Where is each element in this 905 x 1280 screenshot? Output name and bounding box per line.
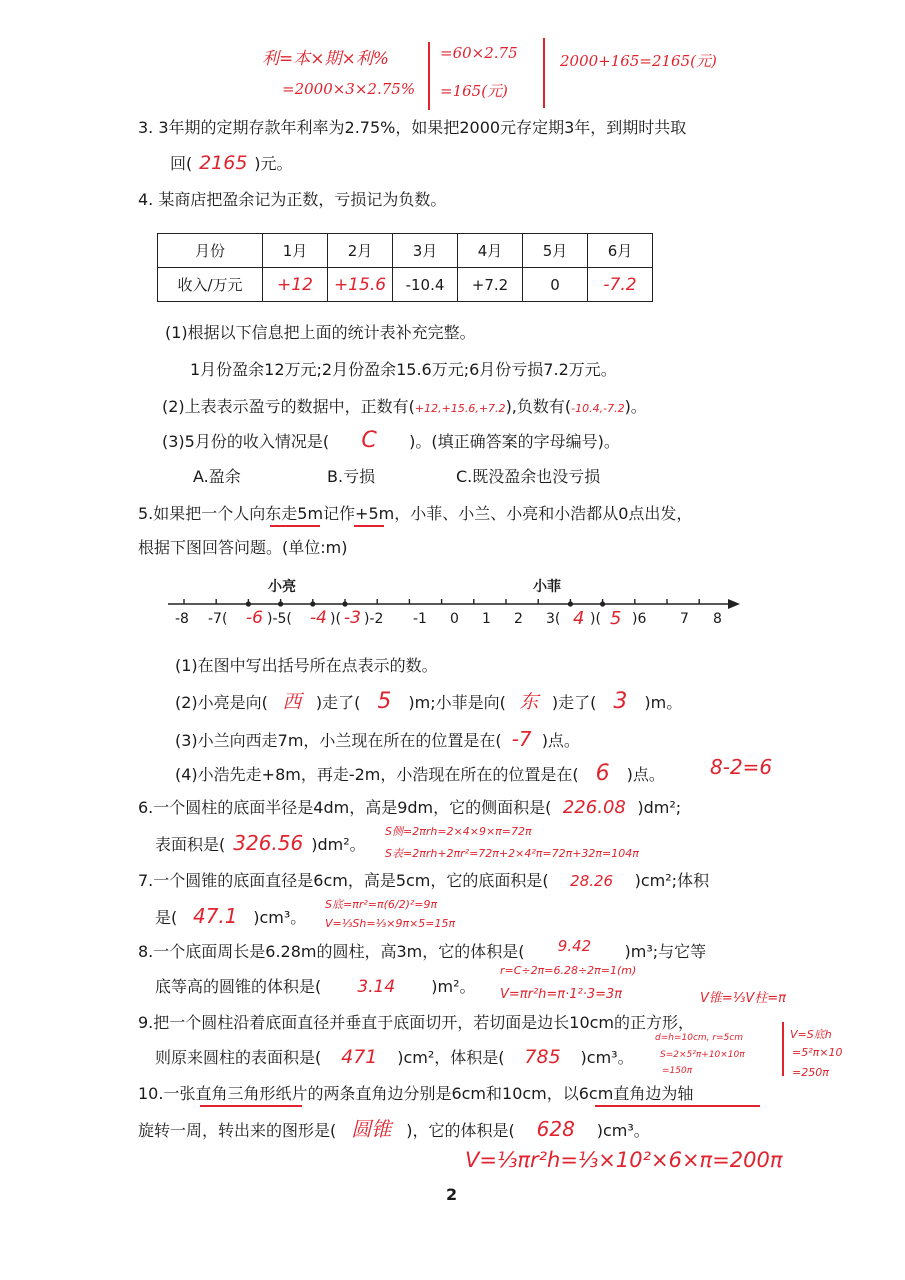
q7-pre2: 是(	[155, 908, 178, 927]
table-row-months	[158, 234, 653, 268]
q8-pre: 8.一个底面周长是6.28m的圆柱，高3m，它的体积是(	[138, 942, 525, 961]
q5-sub3-post: )点。	[541, 731, 580, 750]
q7-line2	[155, 906, 306, 928]
q8-answer-cone: 3.14	[357, 977, 396, 997]
q4-sub1-info: 1月份盈余12万元;2月份盈余15.6万元;6月份亏损7.2万元。	[190, 360, 617, 379]
q6-line2	[155, 833, 366, 855]
table-cell-month: 5月	[523, 234, 588, 268]
q9-line2	[155, 1047, 634, 1068]
q6-line1	[138, 798, 681, 818]
q9-work-4: V=S底h	[790, 1028, 832, 1041]
q3-answer: 2165	[199, 152, 248, 174]
q8-work-2: V=πr²h=π·1²·3=3π	[500, 987, 623, 1002]
q5-sub4-post: )点。	[626, 765, 665, 784]
q10-post: )cm³。	[596, 1121, 650, 1140]
tick-label-answer: 5	[610, 608, 622, 629]
q10-work: V=⅓πr²h=⅓×10²×6×π=200π	[465, 1148, 783, 1172]
q6-work-1: S侧=2πrh=2×4×9×π=72π	[385, 825, 532, 838]
q9-line1: 9.把一个圆柱沿着底面直径并垂直于底面切开，若切面是边长10cm的正方形，	[138, 1013, 695, 1032]
q7-line1	[138, 871, 709, 891]
q4-sub2-answer-negative: -10.4,-7.2	[571, 402, 625, 415]
q9-pre: 则原来圆柱的表面积是(	[155, 1048, 322, 1067]
q5-sub2-part: )走了(	[315, 693, 361, 712]
q8-work-1: r=C÷2π=6.28÷2π=1(m)	[500, 964, 637, 977]
table-cell-income: 0	[523, 268, 588, 302]
q7-pre: 7.一个圆锥的底面直径是6cm，高是5cm，它的底面积是(	[138, 871, 549, 890]
table-cell-month: 3月	[393, 234, 458, 268]
q5-sub3-pre: (3)小兰向西走7m，小兰现在所在的位置是在(	[175, 731, 502, 750]
hw-calc-2: =165(元)	[440, 82, 508, 100]
q10-underline	[200, 1105, 302, 1107]
q3-line2	[170, 153, 293, 174]
q6-pre2: 表面积是(	[155, 835, 226, 854]
income-table	[157, 233, 653, 302]
q8-line1	[138, 937, 707, 962]
q3-post: )元。	[254, 154, 293, 173]
q5-sub2-part: )m。	[644, 693, 683, 712]
numberline-point	[342, 601, 347, 606]
q10-answer-volume: 628	[536, 1117, 575, 1141]
q10-pre: 旋转一周，转出来的图形是(	[138, 1121, 337, 1140]
q9-work-2: S=2×5²π+10×10π	[660, 1050, 745, 1060]
q5-line1: 5.如果把一个人向东走5m记作+5m，小菲、小兰、小亮和小浩都从0点出发，	[138, 504, 693, 523]
tick-label: )6	[632, 611, 647, 627]
q5-sub3-answer: -7	[511, 727, 532, 751]
q4-sub2	[162, 397, 647, 419]
tick-label: 2	[514, 611, 523, 627]
q4-sub3-answer: C	[361, 428, 377, 453]
q8-pre2: 底等高的圆锥的体积是(	[155, 977, 322, 996]
q9-work-6: =250π	[792, 1066, 829, 1079]
q9-post: )cm³。	[580, 1048, 634, 1067]
table-header-income: 收入/万元	[158, 268, 263, 302]
hw-formula-1: 利=本×期×利%	[262, 49, 389, 69]
q10-underline	[595, 1105, 760, 1107]
table-header-month: 月份	[158, 234, 263, 268]
q7-answer-base: 28.26	[570, 872, 614, 890]
hw-formula-2: =2000×3×2.75%	[282, 80, 416, 98]
q8-line2	[155, 977, 476, 997]
q3-line1: 3. 3年期的定期存款年利率为2.75%，如果把2000元存定期3年，到期时共取	[138, 118, 687, 137]
q9-work-5: =5²π×10	[792, 1046, 843, 1059]
table-cell-income: -10.4	[393, 268, 458, 302]
tick-label: -7(	[208, 611, 228, 627]
q6-post2: )dm²。	[311, 835, 366, 854]
q8-post: )m³;与它等	[624, 942, 707, 961]
table-cell-income-hw: +12	[263, 268, 328, 302]
q10-line2	[138, 1119, 650, 1141]
numberline-label-xiaoliang: 小亮	[268, 579, 296, 595]
q7-work-1: S底=πr²=π(6/2)²=9π	[325, 898, 438, 911]
table-row-income	[158, 268, 653, 302]
hw-divider	[428, 42, 430, 110]
table-cell-month: 6月	[588, 234, 653, 268]
q4-sub3	[162, 428, 620, 453]
q4-sub2-answer-positive: +12,+15.6,+7.2	[414, 402, 506, 415]
table-cell-income-hw: -7.2	[588, 268, 653, 302]
table-cell-month: 4月	[458, 234, 523, 268]
table-cell-month: 2月	[328, 234, 393, 268]
q5-sub4	[175, 761, 665, 786]
q7-work-2: V=⅓Sh=⅓×9π×5=15π	[325, 917, 456, 930]
tick-label-answer: -4	[310, 608, 327, 628]
q4-sub3-post: )。(填正确答案的字母编号)。	[409, 432, 620, 451]
q5-underline	[270, 525, 320, 527]
q9-work-1: d=h=10cm, r=5cm	[655, 1033, 744, 1043]
q4-sub3-pre: (3)5月份的收入情况是(	[162, 432, 330, 451]
page-number: 2	[446, 1185, 458, 1204]
q5-sub4-answer: 6	[595, 761, 610, 786]
tick-label-answer: 4	[573, 608, 585, 629]
q4-option-b: B.亏损	[327, 467, 376, 486]
hw-calc-3: 2000+165=2165(元)	[560, 52, 717, 70]
q5-line2: 根据下图回答问题。(单位:m)	[138, 538, 348, 557]
q5-sub3	[175, 729, 580, 751]
q5-sub1: (1)在图中写出括号所在点表示的数。	[175, 656, 438, 675]
q10-line1: 10.一张直角三角形纸片的两条直角边分别是6cm和10cm，以6cm直角边为轴	[138, 1084, 694, 1103]
hw-calc-1: =60×2.75	[440, 44, 518, 62]
table-cell-income-hw: +15.6	[328, 268, 393, 302]
tick-label: )(	[590, 611, 601, 627]
q7-answer-volume: 47.1	[192, 904, 238, 928]
q7-post2: )cm³。	[253, 908, 307, 927]
q5-sub2-answer-direction: 西	[282, 691, 302, 713]
q4-option-c: C.既没盈余也没亏损	[456, 467, 601, 486]
q10-mid: )，它的体积是(	[406, 1121, 515, 1140]
q4-sub2-pre: (2)上表表示盈亏的数据中，正数有(	[162, 397, 415, 416]
tick-label: 0	[450, 611, 459, 627]
tick-label: 1	[482, 611, 491, 627]
q8-post2: )m²。	[431, 977, 476, 996]
tick-label: )-5(	[267, 611, 292, 627]
numberline-point	[600, 601, 605, 606]
q5-sub4-work: 8-2=6	[710, 755, 773, 779]
q6-pre: 6.一个圆柱的底面半径是4dm，高是9dm，它的侧面积是(	[138, 798, 552, 817]
q5-sub2-answer-direction: 东	[519, 691, 539, 713]
numberline-point	[246, 601, 251, 606]
q9-divider	[782, 1022, 784, 1076]
tick-label-answer: -3	[344, 608, 361, 628]
tick-label: )(	[330, 611, 341, 627]
table-cell-income: +7.2	[458, 268, 523, 302]
q4-sub2-mid: ),负数有(	[505, 397, 572, 416]
tick-label: -1	[413, 611, 427, 627]
q4-title: 4. 某商店把盈余记为正数，亏损记为负数。	[138, 190, 447, 209]
q4-sub1: (1)根据以下信息把上面的统计表补充完整。	[165, 323, 476, 342]
q5-sub2-answer-distance: 5	[377, 689, 392, 714]
table-cell-month: 1月	[263, 234, 328, 268]
q8-work-3: V锥=⅓V柱=π	[700, 991, 786, 1006]
q6-answer-surface: 326.56	[233, 831, 304, 855]
q4-option-a: A.盈余	[193, 467, 241, 486]
q6-post: )dm²;	[637, 798, 682, 817]
q9-answer-surface: 471	[341, 1046, 378, 1068]
q5-sub2-answer-distance: 3	[613, 689, 628, 714]
tick-label: 8	[713, 611, 722, 627]
tick-label: -8	[175, 611, 189, 627]
q5-sub4-pre: (4)小浩先走+8m，再走-2m，小浩现在所在的位置是在(	[175, 765, 579, 784]
tick-label: )-2	[364, 611, 384, 627]
q6-work-2: S表=2πrh+2πr²=72π+2×4²π=72π+32π=104π	[385, 847, 639, 860]
q5-sub2-part: (2)小亮是向(	[175, 693, 268, 712]
q9-work-3: =150π	[662, 1066, 693, 1076]
numberline-point	[568, 601, 573, 606]
q3-pre: 回(	[170, 154, 193, 173]
hw-divider	[543, 38, 545, 108]
q9-mid: )cm²，体积是(	[397, 1048, 505, 1067]
q6-answer-lateral: 226.08	[562, 797, 626, 818]
numberline-label-xiaofei: 小菲	[533, 579, 561, 595]
q5-sub2-part: )m;小菲是向(	[408, 693, 506, 712]
q7-post: )cm²;体积	[634, 871, 710, 890]
q9-answer-volume: 785	[524, 1046, 561, 1068]
q5-sub2	[175, 689, 683, 714]
numberline-point	[278, 601, 283, 606]
q4-sub2-post: )。	[624, 397, 647, 416]
q5-underline	[354, 525, 384, 527]
q8-answer-volume: 9.42	[557, 937, 592, 955]
tick-label: 3(	[546, 611, 561, 627]
q5-sub2-part: )走了(	[551, 693, 597, 712]
q10-answer-shape: 圆锥	[351, 1117, 392, 1141]
numberline-point	[310, 601, 315, 606]
tick-label: 7	[680, 611, 689, 627]
tick-label-answer: -6	[246, 608, 263, 628]
